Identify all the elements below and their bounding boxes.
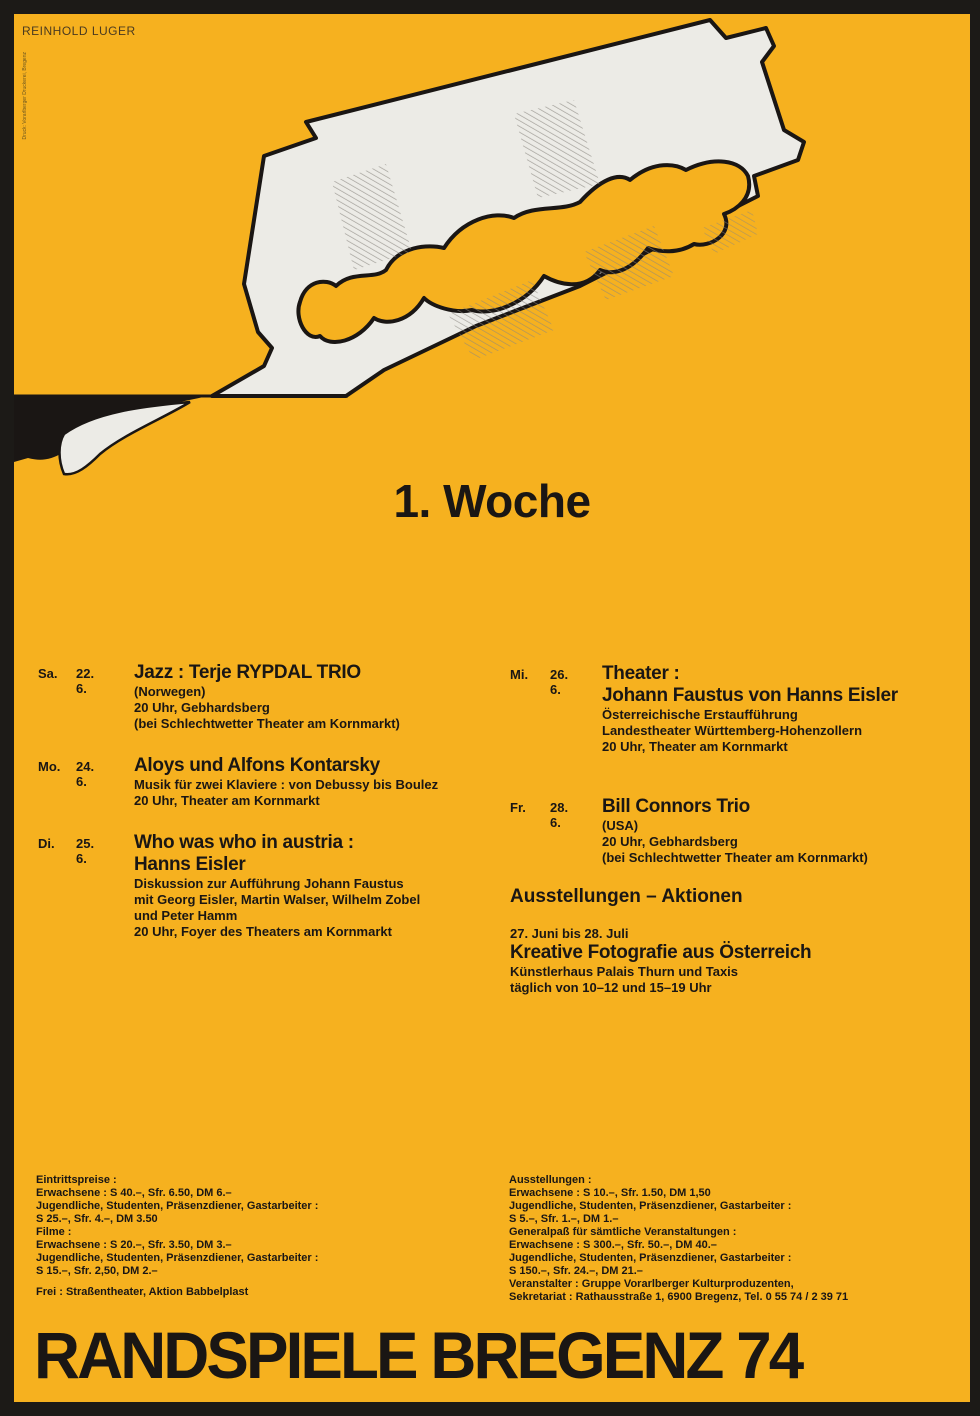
event-detail: (Norwegen) xyxy=(134,684,206,699)
prices-left xyxy=(36,1174,318,1278)
event-detail: 20 Uhr, Theater am Kornmarkt xyxy=(134,793,320,808)
event-title: Johann Faustus von Hanns Eisler xyxy=(602,685,898,706)
event-detail: 20 Uhr, Theater am Kornmarkt xyxy=(602,739,788,754)
exhibition-detail: Künstlerhaus Palais Thurn und Taxis xyxy=(510,964,739,979)
price-line: S 5.–, Sfr. 1.–, DM 1.– xyxy=(509,1213,619,1225)
event-detail: Landestheater Württemberg-Hohenzollern xyxy=(602,723,863,738)
price-line: S 15.–, Sfr. 2,50, DM 2.– xyxy=(36,1265,158,1277)
razor-blade-illustration xyxy=(14,14,970,514)
event-detail: Österreichische Erstaufführung xyxy=(602,707,798,722)
price-line: Erwachsene : S 20.–, Sfr. 3.50, DM 3.– xyxy=(36,1239,232,1251)
event-detail: 20 Uhr, Gebhardsberg xyxy=(134,700,270,715)
event-detail: (USA) xyxy=(602,818,639,833)
exhibition-title: Kreative Fotografie aus Österreich xyxy=(510,942,812,963)
artist-signature: REINHOLD LUGER xyxy=(22,24,136,38)
printer-credit: Druck: Vorarlberger Druckerei, Bregenz xyxy=(22,52,28,140)
poster xyxy=(14,14,970,1402)
event-date: 26. 6. xyxy=(550,667,569,697)
event-detail: 20 Uhr, Gebhardsberg xyxy=(602,834,738,849)
price-line: Sekretariat : Rathausstraße 1, 6900 Bregenz, Tel. 0 55 74 / 2 39 71 xyxy=(509,1291,849,1303)
event-title: Hanns Eisler xyxy=(134,854,246,875)
exhibition-detail: täglich von 10–12 und 15–19 Uhr xyxy=(510,980,712,995)
event-title: Who was who in austria : xyxy=(134,832,354,853)
prices-right xyxy=(509,1174,848,1304)
event-detail: 20 Uhr, Foyer des Theaters am Kornmarkt xyxy=(134,924,392,939)
price-line: Jugendliche, Studenten, Präsenzdiener, Gastarbeiter : xyxy=(509,1252,792,1264)
price-line: S 150.–, Sfr. 24.–, DM 21.– xyxy=(509,1265,643,1277)
exhibition-dates: 27. Juni bis 28. Juli xyxy=(510,926,629,941)
price-line: Jugendliche, Studenten, Präsenzdiener, Gastarbeiter : xyxy=(36,1252,319,1264)
page-title: 1. Woche xyxy=(393,475,591,527)
event-title: Jazz : Terje RYPDAL TRIO xyxy=(134,662,361,683)
price-line: Ausstellungen : xyxy=(509,1174,592,1186)
event-day: Sa. xyxy=(38,666,58,681)
event-date: 28. 6. xyxy=(550,800,569,830)
event-title: Aloys und Alfons Kontarsky xyxy=(134,755,380,776)
event-title: Bill Connors Trio xyxy=(602,796,750,817)
exhibition-entry xyxy=(510,926,950,996)
event-detail: Musik für zwei Klaviere : von Debussy bis Boulez xyxy=(134,777,439,792)
event-day: Di. xyxy=(38,836,55,851)
price-line: Erwachsene : S 10.–, Sfr. 1.50, DM 1,50 xyxy=(509,1187,711,1199)
event-title: Theater : xyxy=(602,663,680,684)
event-detail: (bei Schlechtwetter Theater am Kornmarkt) xyxy=(134,716,400,731)
event-date: 25. 6. xyxy=(76,836,95,866)
price-line: Filme : xyxy=(36,1226,72,1238)
price-line: Jugendliche, Studenten, Präsenzdiener, Gastarbeiter : xyxy=(509,1200,792,1212)
event-detail: (bei Schlechtwetter Theater am Kornmarkt) xyxy=(602,850,868,865)
event-detail: mit Georg Eisler, Martin Walser, Wilhelm Zobel xyxy=(134,892,421,907)
event-detail: und Peter Hamm xyxy=(134,908,238,923)
price-line: Erwachsene : S 300.–, Sfr. 50.–, DM 40.– xyxy=(509,1239,717,1251)
price-line: Veranstalter : Gruppe Vorarlberger Kulturproduzenten, xyxy=(509,1278,794,1290)
event-detail: Diskussion zur Aufführung Johann Faustus xyxy=(134,876,404,891)
free-events-note: Frei : Straßentheater, Aktion Babbelplast xyxy=(36,1286,249,1298)
event-date: 24. 6. xyxy=(76,759,95,789)
exhibitions-heading: Ausstellungen – Aktionen xyxy=(510,886,743,907)
event-day: Mo. xyxy=(38,759,61,774)
event-date: 22. 6. xyxy=(76,666,95,696)
event-day: Mi. xyxy=(510,667,529,682)
event-day: Fr. xyxy=(510,800,526,815)
price-line: Eintrittspreise : xyxy=(36,1174,117,1186)
price-line: Jugendliche, Studenten, Präsenzdiener, Gastarbeiter : xyxy=(36,1200,319,1212)
price-line: Erwachsene : S 40.–, Sfr. 6.50, DM 6.– xyxy=(36,1187,232,1199)
price-line: Generalpaß für sämtliche Veranstaltungen : xyxy=(509,1226,737,1238)
festival-title: RANDSPIELE BREGENZ 74 xyxy=(34,1318,802,1392)
price-line: S 25.–, Sfr. 4.–, DM 3.50 xyxy=(36,1213,158,1225)
